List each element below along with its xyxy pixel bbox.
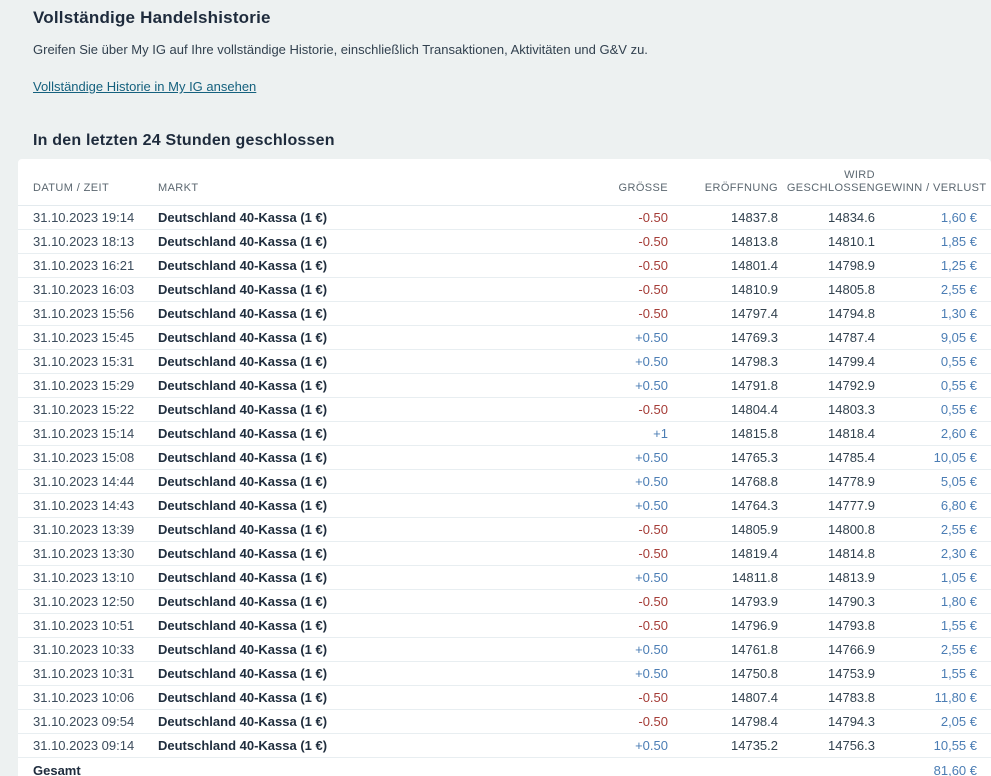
cell-market: Deutschland 40-Kassa (1 €): [143, 661, 573, 685]
cell-market: Deutschland 40-Kassa (1 €): [143, 733, 573, 757]
cell-close: 14777.9: [778, 493, 875, 517]
cell-pnl: 2,55 €: [875, 277, 991, 301]
column-header-close: WIRD GESCHLOSSEN: [778, 159, 875, 205]
table-row: [18, 397, 991, 421]
cell-size: +0.50: [573, 661, 668, 685]
cell-datetime: 31.10.2023 14:44: [18, 469, 143, 493]
cell-market: Deutschland 40-Kassa (1 €): [143, 685, 573, 709]
cell-pnl: 10,55 €: [875, 733, 991, 757]
cell-pnl: 0,55 €: [875, 373, 991, 397]
total-row: [18, 757, 991, 776]
cell-open: 14801.4: [668, 253, 778, 277]
cell-market: Deutschland 40-Kassa (1 €): [143, 205, 573, 229]
cell-datetime: 31.10.2023 10:33: [18, 637, 143, 661]
cell-open: 14750.8: [668, 661, 778, 685]
cell-datetime: 31.10.2023 10:06: [18, 685, 143, 709]
cell-open: 14804.4: [668, 397, 778, 421]
cell-datetime: 31.10.2023 15:08: [18, 445, 143, 469]
cell-close: 14790.3: [778, 589, 875, 613]
cell-datetime: 31.10.2023 15:22: [18, 397, 143, 421]
cell-size: -0.50: [573, 613, 668, 637]
cell-market: Deutschland 40-Kassa (1 €): [143, 493, 573, 517]
table-row: [18, 205, 991, 229]
cell-pnl: 2,55 €: [875, 517, 991, 541]
table-header: [18, 159, 991, 205]
table-row: [18, 493, 991, 517]
cell-size: +0.50: [573, 469, 668, 493]
cell-close: 14753.9: [778, 661, 875, 685]
cell-datetime: 31.10.2023 16:21: [18, 253, 143, 277]
table-row: [18, 421, 991, 445]
total-value: 81,60 €: [933, 762, 977, 776]
cell-size: +0.50: [573, 493, 668, 517]
table-row: [18, 589, 991, 613]
cell-close: 14834.6: [778, 205, 875, 229]
cell-size: -0.50: [573, 253, 668, 277]
cell-market: Deutschland 40-Kassa (1 €): [143, 709, 573, 733]
cell-datetime: 31.10.2023 15:45: [18, 325, 143, 349]
cell-open: 14764.3: [668, 493, 778, 517]
table-body: [18, 205, 991, 757]
cell-datetime: 31.10.2023 13:30: [18, 541, 143, 565]
cell-open: 14813.8: [668, 229, 778, 253]
cell-close: 14800.8: [778, 517, 875, 541]
cell-datetime: 31.10.2023 10:31: [18, 661, 143, 685]
cell-pnl: 2,55 €: [875, 637, 991, 661]
total-label: Gesamt: [33, 762, 81, 776]
cell-datetime: 31.10.2023 14:43: [18, 493, 143, 517]
cell-size: +0.50: [573, 733, 668, 757]
cell-open: 14791.8: [668, 373, 778, 397]
cell-close: 14813.9: [778, 565, 875, 589]
cell-open: 14797.4: [668, 301, 778, 325]
table-row: [18, 637, 991, 661]
cell-size: -0.50: [573, 709, 668, 733]
cell-open: 14798.4: [668, 709, 778, 733]
cell-open: 14735.2: [668, 733, 778, 757]
table-row: [18, 301, 991, 325]
cell-size: +0.50: [573, 445, 668, 469]
cell-pnl: 1,25 €: [875, 253, 991, 277]
cell-datetime: 31.10.2023 09:14: [18, 733, 143, 757]
page-subtitle: Greifen Sie über My IG auf Ihre vollständige Historie, einschließlich Transaktionen, Aktivitäten und G&V zu.: [33, 42, 648, 57]
cell-open: 14819.4: [668, 541, 778, 565]
table-row: [18, 733, 991, 757]
cell-pnl: 2,30 €: [875, 541, 991, 565]
cell-open: 14765.3: [668, 445, 778, 469]
cell-market: Deutschland 40-Kassa (1 €): [143, 541, 573, 565]
cell-market: Deutschland 40-Kassa (1 €): [143, 349, 573, 373]
cell-market: Deutschland 40-Kassa (1 €): [143, 637, 573, 661]
cell-datetime: 31.10.2023 15:14: [18, 421, 143, 445]
cell-close: 14810.1: [778, 229, 875, 253]
cell-size: -0.50: [573, 229, 668, 253]
column-header-market: MARKT: [143, 159, 573, 205]
cell-market: Deutschland 40-Kassa (1 €): [143, 565, 573, 589]
cell-size: -0.50: [573, 277, 668, 301]
cell-size: -0.50: [573, 301, 668, 325]
cell-pnl: 2,60 €: [875, 421, 991, 445]
table-row: [18, 277, 991, 301]
closed-trades-table: [18, 159, 991, 776]
table-footer: [18, 757, 991, 776]
cell-open: 14798.3: [668, 349, 778, 373]
table-row: [18, 517, 991, 541]
cell-open: 14796.9: [668, 613, 778, 637]
cell-pnl: 5,05 €: [875, 469, 991, 493]
table-row: [18, 253, 991, 277]
cell-close: 14785.4: [778, 445, 875, 469]
cell-market: Deutschland 40-Kassa (1 €): [143, 613, 573, 637]
table-row: [18, 325, 991, 349]
cell-market: Deutschland 40-Kassa (1 €): [143, 325, 573, 349]
cell-datetime: 31.10.2023 15:56: [18, 301, 143, 325]
cell-pnl: 6,80 €: [875, 493, 991, 517]
table-row: [18, 349, 991, 373]
cell-size: +0.50: [573, 637, 668, 661]
closed-trades-card: [18, 159, 991, 776]
cell-close: 14799.4: [778, 349, 875, 373]
cell-market: Deutschland 40-Kassa (1 €): [143, 397, 573, 421]
cell-datetime: 31.10.2023 16:03: [18, 277, 143, 301]
cell-close: 14793.8: [778, 613, 875, 637]
cell-market: Deutschland 40-Kassa (1 €): [143, 277, 573, 301]
cell-datetime: 31.10.2023 18:13: [18, 229, 143, 253]
cell-close: 14792.9: [778, 373, 875, 397]
page-title: Vollständige Handelshistorie: [33, 8, 271, 27]
cell-open: 14761.8: [668, 637, 778, 661]
table-row: [18, 229, 991, 253]
cell-size: +0.50: [573, 373, 668, 397]
cell-market: Deutschland 40-Kassa (1 €): [143, 445, 573, 469]
column-header-datetime: DATUM / ZEIT: [18, 159, 143, 205]
column-header-pnl: GEWINN / VERLUST: [875, 159, 991, 205]
cell-pnl: 1,55 €: [875, 613, 991, 637]
cell-size: -0.50: [573, 589, 668, 613]
cell-size: -0.50: [573, 541, 668, 565]
cell-market: Deutschland 40-Kassa (1 €): [143, 469, 573, 493]
cell-open: 14768.8: [668, 469, 778, 493]
cell-close: 14787.4: [778, 325, 875, 349]
table-row: [18, 685, 991, 709]
cell-datetime: 31.10.2023 10:51: [18, 613, 143, 637]
cell-open: 14769.3: [668, 325, 778, 349]
cell-datetime: 31.10.2023 13:39: [18, 517, 143, 541]
cell-size: -0.50: [573, 397, 668, 421]
cell-close: 14756.3: [778, 733, 875, 757]
table-row: [18, 709, 991, 733]
cell-market: Deutschland 40-Kassa (1 €): [143, 253, 573, 277]
table-row: [18, 661, 991, 685]
cell-close: 14783.8: [778, 685, 875, 709]
cell-close: 14803.3: [778, 397, 875, 421]
cell-close: 14778.9: [778, 469, 875, 493]
cell-datetime: 31.10.2023 15:29: [18, 373, 143, 397]
cell-pnl: 2,05 €: [875, 709, 991, 733]
cell-open: 14810.9: [668, 277, 778, 301]
column-header-open: ERÖFFNUNG: [668, 159, 778, 205]
cell-close: 14805.8: [778, 277, 875, 301]
cell-open: 14815.8: [668, 421, 778, 445]
cell-size: -0.50: [573, 517, 668, 541]
table-row: [18, 373, 991, 397]
cell-datetime: 31.10.2023 09:54: [18, 709, 143, 733]
table-row: [18, 541, 991, 565]
cell-pnl: 0,55 €: [875, 397, 991, 421]
cell-size: +0.50: [573, 325, 668, 349]
cell-close: 14794.8: [778, 301, 875, 325]
cell-open: 14807.4: [668, 685, 778, 709]
cell-size: +0.50: [573, 349, 668, 373]
cell-market: Deutschland 40-Kassa (1 €): [143, 421, 573, 445]
cell-market: Deutschland 40-Kassa (1 €): [143, 517, 573, 541]
cell-open: 14805.9: [668, 517, 778, 541]
table-row: [18, 565, 991, 589]
cell-market: Deutschland 40-Kassa (1 €): [143, 229, 573, 253]
cell-datetime: 31.10.2023 12:50: [18, 589, 143, 613]
cell-size: -0.50: [573, 205, 668, 229]
cell-close: 14814.8: [778, 541, 875, 565]
cell-close: 14818.4: [778, 421, 875, 445]
table-row: [18, 445, 991, 469]
cell-close: 14794.3: [778, 709, 875, 733]
cell-size: +1: [573, 421, 668, 445]
cell-market: Deutschland 40-Kassa (1 €): [143, 373, 573, 397]
cell-pnl: 10,05 €: [875, 445, 991, 469]
cell-market: Deutschland 40-Kassa (1 €): [143, 589, 573, 613]
cell-pnl: 11,80 €: [875, 685, 991, 709]
cell-pnl: 1,30 €: [875, 301, 991, 325]
cell-datetime: 31.10.2023 13:10: [18, 565, 143, 589]
table-row: [18, 469, 991, 493]
cell-pnl: 1,55 €: [875, 661, 991, 685]
cell-pnl: 1,60 €: [875, 205, 991, 229]
cell-pnl: 1,05 €: [875, 565, 991, 589]
cell-pnl: 9,05 €: [875, 325, 991, 349]
table-row: [18, 613, 991, 637]
cell-pnl: 1,85 €: [875, 229, 991, 253]
cell-open: 14837.8: [668, 205, 778, 229]
cell-datetime: 31.10.2023 15:31: [18, 349, 143, 373]
column-header-size: GRÖSSE: [573, 159, 668, 205]
cell-datetime: 31.10.2023 19:14: [18, 205, 143, 229]
cell-close: 14798.9: [778, 253, 875, 277]
cell-open: 14793.9: [668, 589, 778, 613]
cell-open: 14811.8: [668, 565, 778, 589]
cell-market: Deutschland 40-Kassa (1 €): [143, 301, 573, 325]
cell-size: +0.50: [573, 565, 668, 589]
cell-size: -0.50: [573, 685, 668, 709]
cell-pnl: 0,55 €: [875, 349, 991, 373]
cell-close: 14766.9: [778, 637, 875, 661]
section-heading-closed-24h: In den letzten 24 Stunden geschlossen: [33, 132, 335, 149]
cell-pnl: 1,80 €: [875, 589, 991, 613]
full-history-link[interactable]: Vollständige Historie in My IG ansehen: [33, 79, 257, 94]
